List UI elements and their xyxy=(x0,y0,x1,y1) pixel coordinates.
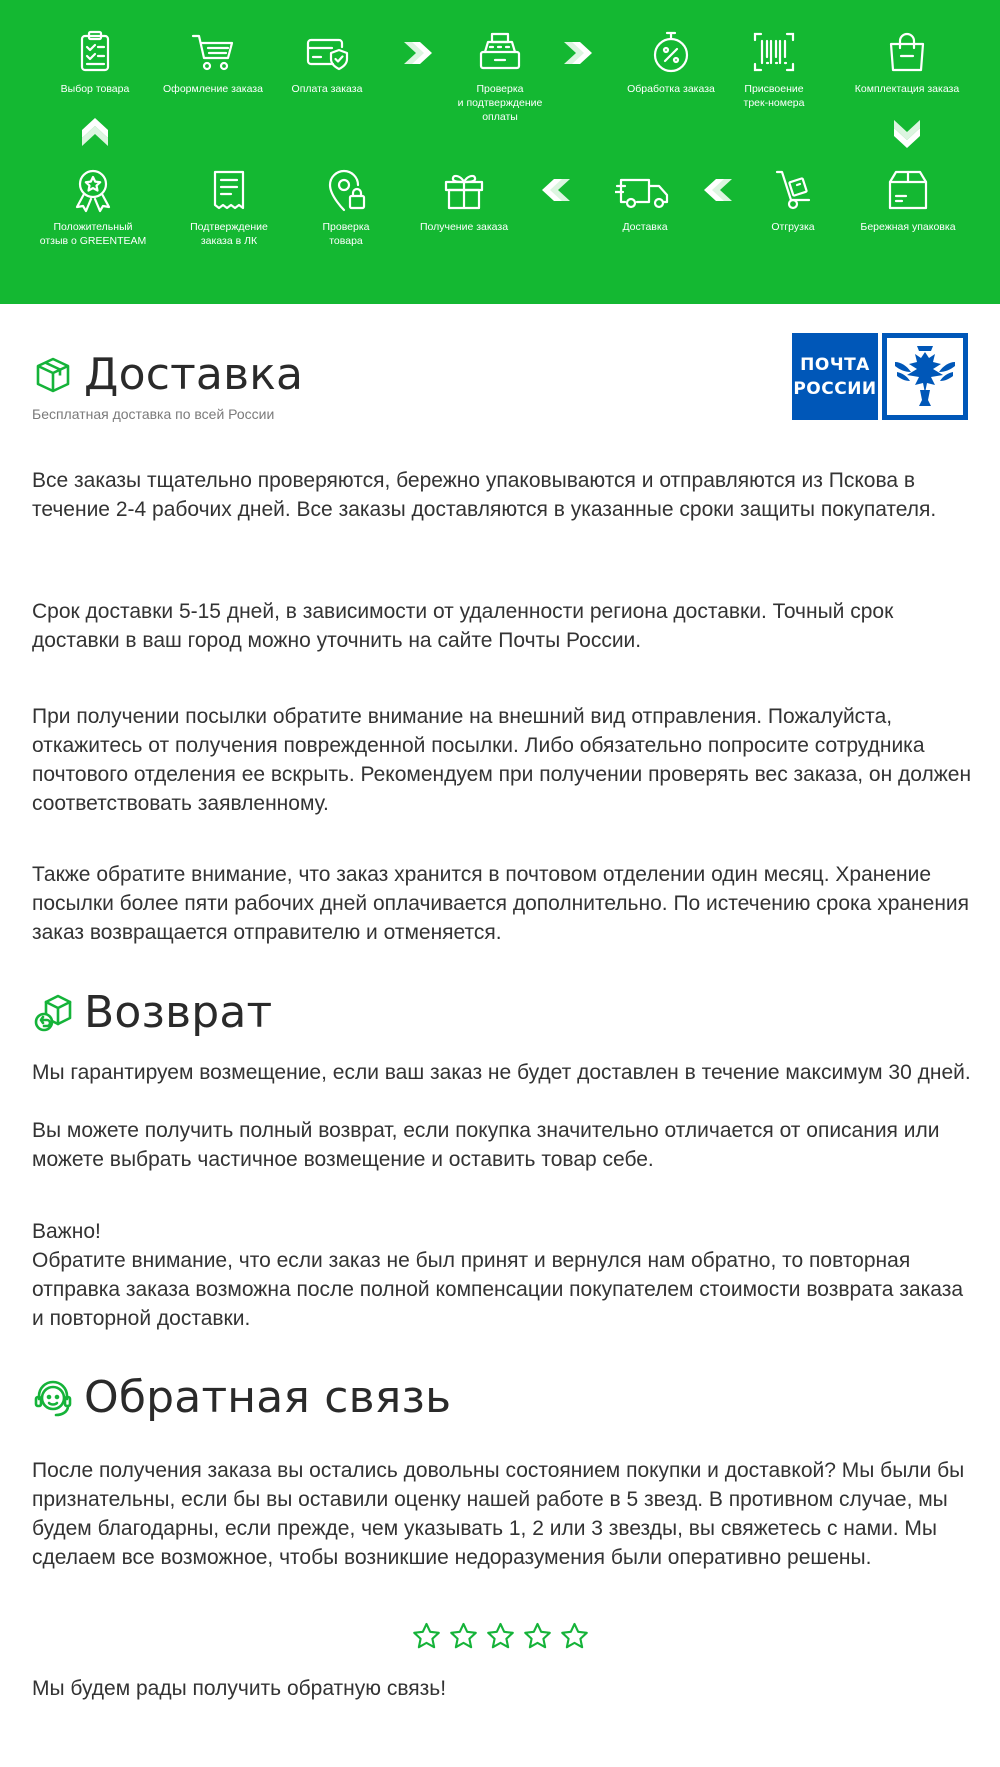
feedback-title: Обратная связь xyxy=(84,1372,452,1423)
returns-paragraph-2: Вы можете получить полный возврат, если покупка значительно отличается от описания или можете выбрать частичное возмещение и оставить товар себе. xyxy=(32,1119,940,1171)
returns-heading xyxy=(32,987,272,1038)
step-label: Отгрузка xyxy=(771,221,815,233)
step-label: Подтверждение заказа в ЛК xyxy=(190,221,268,247)
gift-icon xyxy=(440,166,488,214)
hand-truck-icon xyxy=(769,166,817,214)
package-box-icon xyxy=(884,166,932,214)
delivery-heading xyxy=(32,349,303,400)
step-tracking xyxy=(709,28,839,110)
shopping-bag-icon xyxy=(883,28,931,76)
step-label: Проверка и подтверждение оплаты xyxy=(457,83,543,123)
shopping-cart-icon xyxy=(189,28,237,76)
receipt-icon xyxy=(205,166,253,214)
return-box-icon xyxy=(32,992,74,1034)
clipboard-checklist-icon xyxy=(71,28,119,76)
arrow-left-icon xyxy=(538,175,572,205)
step-label: Обработка заказа xyxy=(627,83,715,95)
step-receive-order xyxy=(399,166,529,234)
delivery-paragraph-2: Срок доставки 5-15 дней, в зависимости от удаленности региона доставки. Точный срок доставки в ваш город можно уточнить на сайте Почты России. xyxy=(32,600,894,652)
award-star-icon xyxy=(69,166,117,214)
russian-post-logo xyxy=(792,333,968,420)
step-picking xyxy=(842,28,972,96)
step-label: Проверка товара xyxy=(322,221,370,247)
star-icon[interactable] xyxy=(449,1622,478,1651)
feedback-heading xyxy=(32,1372,451,1423)
step-positive-review xyxy=(28,166,158,248)
step-label: Комплектация заказа xyxy=(854,83,960,95)
step-delivery xyxy=(580,166,710,234)
arrow-up-icon xyxy=(78,118,112,148)
logo-line-1: ПОЧТА xyxy=(800,354,870,375)
card-shield-icon xyxy=(303,28,351,76)
returns-paragraph-1: Мы гарантируем возмещение, если ваш заказ не будет доставлен в течение максимум 30 дней. xyxy=(32,1061,971,1084)
star-icon[interactable] xyxy=(486,1622,515,1651)
box-3d-icon xyxy=(32,354,74,396)
arrow-down-icon xyxy=(890,118,924,148)
delivery-title: Доставка xyxy=(84,349,304,400)
barcode-icon xyxy=(750,28,798,76)
arrow-right-icon xyxy=(402,38,436,68)
returns-important-label: Важно! xyxy=(32,1220,101,1243)
step-label: Присвоение трек-номера xyxy=(743,83,805,109)
step-label: Оплата заказа xyxy=(291,83,363,95)
step-payment-check xyxy=(435,28,565,124)
step-careful-packing xyxy=(843,166,973,234)
location-bag-icon xyxy=(322,166,370,214)
delivery-paragraph-3: При получении посылки обратите внимание на внешний вид отправления. Пожалуйста, откажитесь от получения поврежденной посылки. Либо обязательно попросите сотрудника почтового отделения ее вскрыть. Рекомендуем при получении проверять вес заказа, он должен соответствовать заявленному. xyxy=(32,705,972,815)
step-choose-product xyxy=(30,28,160,96)
step-checkout xyxy=(148,28,278,96)
step-check-product xyxy=(281,166,411,248)
star-icon[interactable] xyxy=(560,1622,589,1651)
delivery-subtitle: Бесплатная доставка по всей России xyxy=(32,406,275,422)
step-label: Оформление заказа xyxy=(163,83,263,95)
returns-title: Возврат xyxy=(84,987,273,1038)
logo-line-2: РОССИИ xyxy=(793,378,877,399)
support-headset-icon xyxy=(32,1377,74,1419)
star-icon[interactable] xyxy=(523,1622,552,1651)
feedback-paragraph: После получения заказа вы остались довольны состоянием покупки и доставкой? Мы были бы признательны, если бы вы оставили оценку нашей работе в 5 звезд. В противном случае, мы будем благодарны, если прежде, чем указывать 1, 2 или 3 звезды, вы свяжетесь с нами. Мы сделаем все возможное, чтобы возникшие недоразумения были оперативно решены. xyxy=(32,1459,965,1569)
delivery-paragraph-4: Также обратите внимание, что заказ хранится в почтовом отделении один месяц. Хранение посылки более пяти рабочих дней оплачивается дополнительно. По истечению срока хранения заказ возвращается отправителю и отменяется. xyxy=(32,863,970,944)
order-process-banner xyxy=(0,0,1000,304)
arrow-right-icon xyxy=(562,38,596,68)
returns-important-text: Обратите внимание, что если заказ не был принят и вернулся нам обратно, то повторная отправка заказа возможна после полной компенсации покупателем стоимости возврата заказа и повторной доставки. xyxy=(32,1249,964,1330)
double-eagle-emblem xyxy=(882,333,968,420)
step-payment xyxy=(262,28,392,96)
percent-timer-icon xyxy=(647,28,695,76)
step-label: Доставка xyxy=(622,221,668,233)
rating-stars[interactable] xyxy=(412,1622,589,1651)
step-label: Выбор товара xyxy=(60,83,130,95)
star-icon[interactable] xyxy=(412,1622,441,1651)
feedback-closing: Мы будем рады получить обратную связь! xyxy=(32,1677,447,1700)
delivery-truck-icon xyxy=(615,166,675,214)
step-label: Получение заказа xyxy=(419,221,509,233)
step-shipment xyxy=(728,166,858,234)
step-confirm-account xyxy=(164,166,294,248)
cash-register-icon xyxy=(476,28,524,76)
step-label: Положительный отзыв о GREENTEAM xyxy=(39,221,147,247)
russian-post-wordmark xyxy=(792,333,878,420)
step-label: Бережная упаковка xyxy=(860,221,956,233)
delivery-paragraph-1: Все заказы тщательно проверяются, бережно упаковываются и отправляются из Пскова в течение 2-4 рабочих дней. Все заказы доставляются в указанные сроки защиты покупателя. xyxy=(32,469,937,521)
